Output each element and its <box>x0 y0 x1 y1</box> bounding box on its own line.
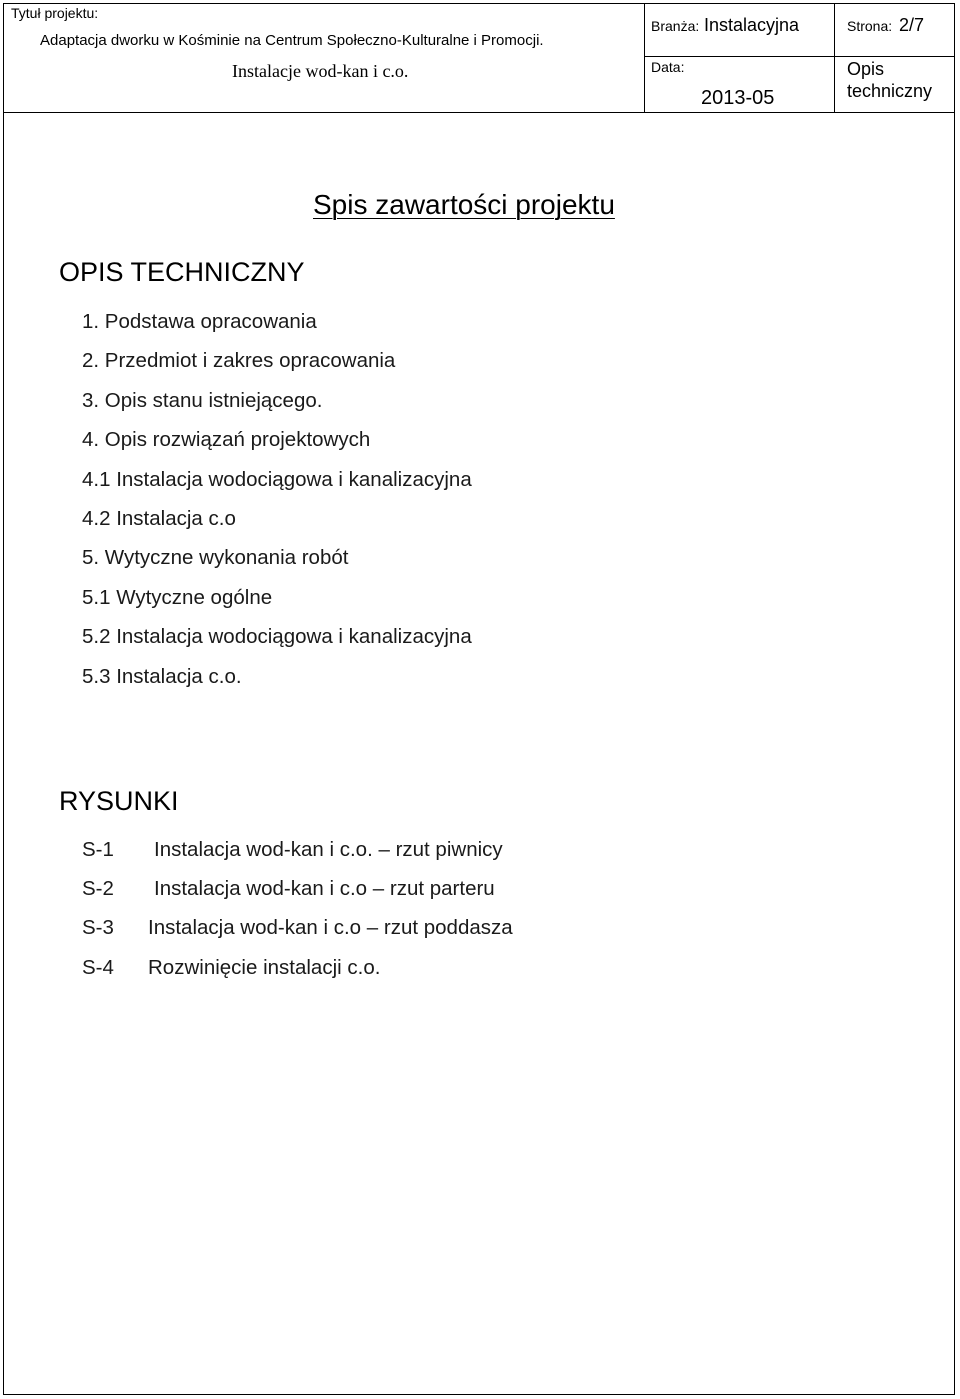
date-label: Data: <box>651 59 685 75</box>
doc-type-line2: techniczny <box>847 81 933 101</box>
project-title-label: Tytuł projektu: <box>11 5 99 21</box>
branch-value: Instalacyjna <box>704 15 800 35</box>
toc-item: 5.3 Instalacja c.o. <box>82 665 242 688</box>
drawing-title: Rozwinięcie instalacji c.o. <box>148 956 381 979</box>
drawing-title: Instalacja wod-kan i c.o – rzut parteru <box>154 877 495 900</box>
page-title: Spis zawartości projektu <box>313 189 615 220</box>
drawing-code: S-2 <box>82 877 114 900</box>
drawing-title: Instalacja wod-kan i c.o – rzut poddasza <box>148 916 513 939</box>
project-subtitle: Instalacje wod-kan i c.o. <box>232 61 409 81</box>
toc-item: 5.2 Instalacja wodociągowa i kanalizacyjna <box>82 625 472 648</box>
drawing-code: S-4 <box>82 956 114 979</box>
technical-section-heading: OPIS TECHNICZNY <box>59 257 305 287</box>
drawing-code: S-3 <box>82 916 114 939</box>
drawings-section-heading: RYSUNKI <box>59 786 179 816</box>
toc-item: 1. Podstawa opracowania <box>82 310 317 333</box>
toc-item: 5. Wytyczne wykonania robót <box>82 546 349 569</box>
date-value: 2013-05 <box>701 87 775 109</box>
toc-item: 4. Opis rozwiązań projektowych <box>82 428 371 451</box>
drawing-code: S-1 <box>82 838 114 861</box>
toc-item: 4.2 Instalacja c.o <box>82 507 236 530</box>
header-title-block <box>3 3 645 113</box>
toc-item: 2. Przedmiot i zakres opracowania <box>82 349 396 372</box>
page-value: 2/7 <box>899 15 925 35</box>
toc-item: 5.1 Wytyczne ogólne <box>82 586 273 609</box>
branch-label: Branża: <box>651 18 700 34</box>
page-label: Strona: <box>847 18 893 34</box>
drawing-title: Instalacja wod-kan i c.o. – rzut piwnicy <box>154 838 503 861</box>
toc-item: 4.1 Instalacja wodociągowa i kanalizacyjna <box>82 468 472 491</box>
project-title: Adaptacja dworku w Kośminie na Centrum Społeczno-Kulturalne i Promocji. <box>40 32 544 49</box>
doc-type-line1: Opis <box>847 59 885 79</box>
toc-item: 3. Opis stanu istniejącego. <box>82 389 323 412</box>
